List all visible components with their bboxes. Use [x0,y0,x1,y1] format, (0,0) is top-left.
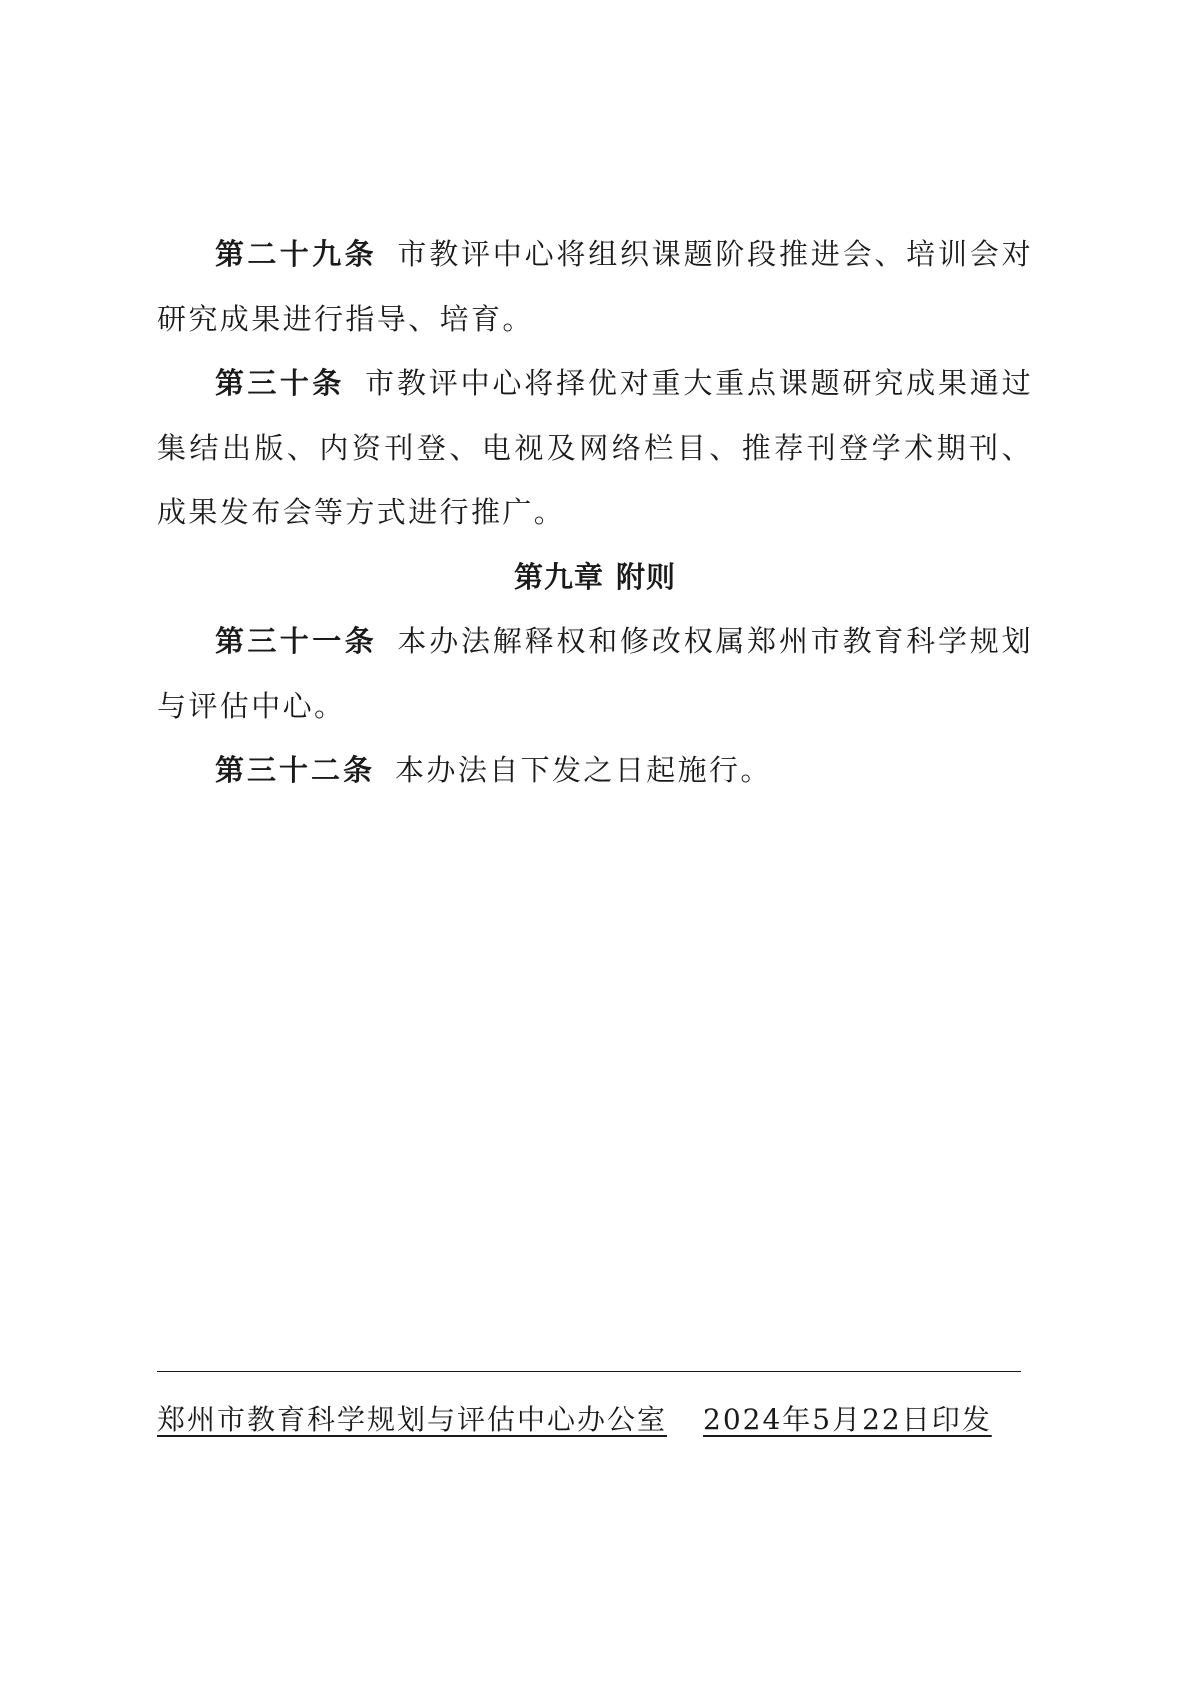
footer-divider [157,1371,1021,1372]
footer-date: 2024年5月22日印发 [703,1403,992,1436]
article-heading: 第三十一条 [215,624,377,658]
article-text: 本办法自下发之日起施行。 [395,753,772,787]
article-29 [157,222,1033,351]
article-30 [157,351,1033,545]
article-32 [157,738,1033,803]
chapter-heading [157,545,1033,610]
article-heading: 第三十二条 [215,753,376,787]
article-heading: 第二十九条 [215,237,377,271]
article-text: 本办法解释权和修改权属郑州市教育科学规划与评估中心。 [157,624,1033,723]
article-31 [157,609,1033,738]
document-body [157,222,1033,803]
chapter-title: 附则 [616,559,677,594]
issuance-footer [157,1398,1033,1442]
chapter-number: 第九章 [513,559,604,594]
footer-issuer: 郑州市教育科学规划与评估中心办公室 [157,1403,668,1436]
article-text: 市教评中心将择优对重大重点课题研究成果通过集结出版、内资刊登、电视及网络栏目、推荐刊登学术期刊、成果发布会等方式进行推广。 [157,366,1033,529]
article-text: 市教评中心将组织课题阶段推进会、培训会对研究成果进行指导、培育。 [157,237,1033,336]
article-heading: 第三十条 [215,366,345,400]
